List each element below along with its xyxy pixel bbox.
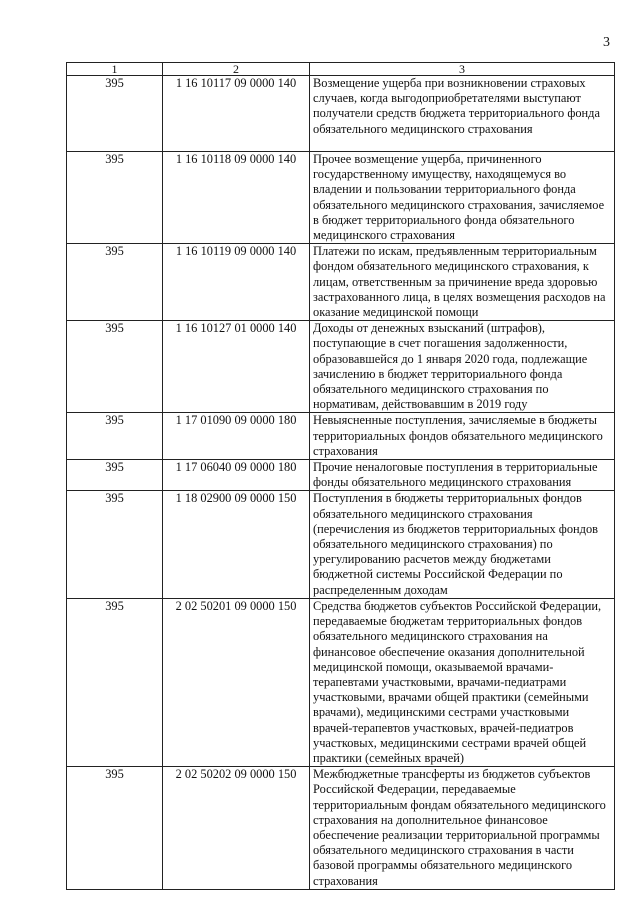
revenue-name-cell: Прочее возмещение ущерба, причиненного государственному имуществу, находящемуся во владении и пользовании территориального фонда обязательного медицинского страхования, зачисляемое в бюджет территориального фонда обязательного медицинского страхования bbox=[310, 152, 615, 244]
table-row bbox=[67, 152, 615, 244]
table-row bbox=[67, 321, 615, 413]
revenue-name-cell: Возмещение ущерба при возникновении страховых случаев, когда выгодоприобретателями выступают получатели средств бюджета территориального фонда обязательного медицинского страхования bbox=[310, 76, 615, 152]
revenue-name-cell: Средства бюджетов субъектов Российской Федерации, передаваемые бюджетам территориальных фондов обязательного медицинского страхования на финансовое обеспечение оказания дополнительной медицинской помощи, оказываемой врачами-терапевтами участковыми, врачами-педиатрами участковыми, врачами общей практики (семейными врачами), медицинскими сестрами участковыми врачей-терапевтов участковых, врачей-педиатров участковых, медицинскими сестрами врачей общей практики (семейных врачей) bbox=[310, 598, 615, 766]
table-row bbox=[67, 598, 615, 766]
budget-code-cell: 1 16 10119 09 0000 140 bbox=[163, 244, 310, 321]
table-row bbox=[67, 460, 615, 491]
table-row bbox=[67, 767, 615, 890]
revenue-name-cell: Прочие неналоговые поступления в территориальные фонды обязательного медицинского страхования bbox=[310, 460, 615, 491]
header-cell: 3 bbox=[310, 63, 615, 76]
budget-code-cell: 1 16 10117 09 0000 140 bbox=[163, 76, 310, 152]
table-row bbox=[67, 244, 615, 321]
page-number: 3 bbox=[603, 35, 610, 50]
admin-code-cell: 395 bbox=[67, 460, 163, 491]
revenue-name-cell: Межбюджетные трансферты из бюджетов субъектов Российской Федерации, передаваемые территориальным фондам обязательного медицинского страхования на дополнительное финансовое обеспечение реализации территориальной программы обязательного медицинского страхования в части базовой программы обязательного медицинского страхования bbox=[310, 767, 615, 890]
admin-code-cell: 395 bbox=[67, 152, 163, 244]
budget-code-cell: 2 02 50202 09 0000 150 bbox=[163, 767, 310, 890]
revenue-name-cell: Доходы от денежных взысканий (штрафов), поступающие в счет погашения задолженности, образовавшейся до 1 января 2020 года, подлежащие зачислению в бюджет территориального фонда обязательного медицинского страхования по нормативам, действовавшим в 2019 году bbox=[310, 321, 615, 413]
admin-code-cell: 395 bbox=[67, 244, 163, 321]
budget-code-cell: 1 16 10127 01 0000 140 bbox=[163, 321, 310, 413]
budget-code-cell: 1 17 06040 09 0000 180 bbox=[163, 460, 310, 491]
budget-code-cell: 1 17 01090 09 0000 180 bbox=[163, 413, 310, 460]
table-row bbox=[67, 413, 615, 460]
admin-code-cell: 395 bbox=[67, 767, 163, 890]
header-cell: 2 bbox=[163, 63, 310, 76]
budget-code-cell: 1 16 10118 09 0000 140 bbox=[163, 152, 310, 244]
budget-revenue-table bbox=[66, 62, 615, 890]
admin-code-cell: 395 bbox=[67, 413, 163, 460]
table-row bbox=[67, 76, 615, 152]
table-row bbox=[67, 491, 615, 598]
revenue-name-cell: Невыясненные поступления, зачисляемые в бюджеты территориальных фондов обязательного медицинского страхования bbox=[310, 413, 615, 460]
budget-code-cell: 1 18 02900 09 0000 150 bbox=[163, 491, 310, 598]
budget-code-cell: 2 02 50201 09 0000 150 bbox=[163, 598, 310, 766]
revenue-name-cell: Платежи по искам, предъявленным территориальным фондом обязательного медицинского страхования, к лицам, ответственным за причинение вреда здоровью застрахованного лица, в целях возмещения расходов на оказание медицинской помощи bbox=[310, 244, 615, 321]
admin-code-cell: 395 bbox=[67, 598, 163, 766]
table-header-row bbox=[67, 63, 615, 76]
admin-code-cell: 395 bbox=[67, 76, 163, 152]
revenue-name-cell: Поступления в бюджеты территориальных фондов обязательного медицинского страхования (перечисления из бюджетов территориальных фондов обязательного медицинского страхования) по урегулированию расчетов между бюджетами бюджетной системы Российской Федерации по распределенным доходам bbox=[310, 491, 615, 598]
admin-code-cell: 395 bbox=[67, 491, 163, 598]
header-cell: 1 bbox=[67, 63, 163, 76]
admin-code-cell: 395 bbox=[67, 321, 163, 413]
